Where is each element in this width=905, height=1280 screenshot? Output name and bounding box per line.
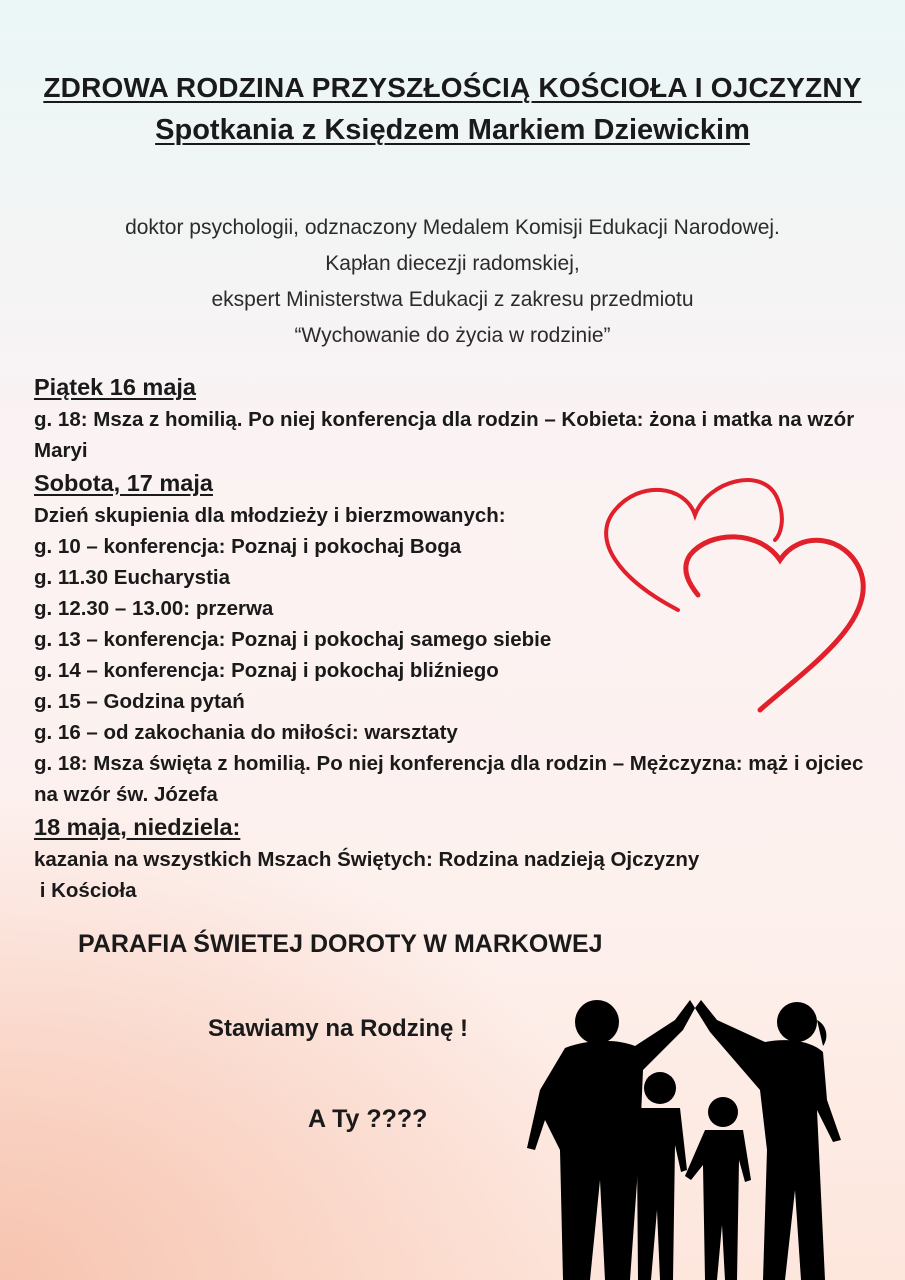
schedule-item: g. 15 – Godzina pytań: [34, 690, 245, 713]
schedule-item: g. 13 – konferencja: Poznaj i pokochaj samego siebie: [34, 628, 552, 651]
subtitle: Spotkania z Księdzem Markiem Dziewickim: [155, 114, 750, 146]
bio-line: doktor psychologii, odznaczony Medalem Komisji Edukacji Narodowej.: [125, 216, 780, 239]
speaker-bio: [0, 210, 905, 354]
schedule-item: g. 16 – od zakochania do miłości: warsztaty: [34, 721, 458, 744]
slogan: Stawiamy na Rodzinę !: [208, 1015, 469, 1042]
bio-line: Kapłan diecezji radomskiej,: [325, 252, 580, 275]
schedule-item: Dzień skupienia dla młodzieży i bierzmowanych:: [34, 504, 506, 527]
friday-heading: Piątek 16 maja: [34, 374, 196, 400]
schedule-item: g. 14 – konferencja: Poznaj i pokochaj bliźniego: [34, 659, 499, 682]
main-title: ZDROWA RODZINA PRZYSZŁOŚCIĄ KOŚCIOŁA I OJCZYZNY: [43, 72, 862, 103]
saturday-heading: Sobota, 17 maja: [34, 470, 213, 496]
heart-outline-front: [686, 537, 864, 710]
schedule-item: i Kościoła: [34, 879, 137, 902]
parish-name: PARAFIA ŚWIETEJ DOROTY W MARKOWEJ: [78, 930, 603, 958]
bio-line: “Wychowanie do życia w rodzinie”: [294, 324, 611, 347]
bio-line: ekspert Ministerstwa Edukacji z zakresu przedmiotu: [211, 288, 694, 311]
schedule-item: g. 18: Msza z homilią. Po niej konferencja dla rodzin – Kobieta: żona i matka na wzór Maryi: [34, 408, 855, 462]
hearts-icon: [590, 470, 880, 720]
schedule-item: g. 10 – konferencja: Poznaj i pokochaj Boga: [34, 535, 462, 558]
schedule-item: g. 12.30 – 13.00: przerwa: [34, 597, 274, 620]
sunday-heading: 18 maja, niedziela:: [34, 814, 241, 840]
schedule-item: g. 11.30 Eucharystia: [34, 566, 231, 589]
schedule-item: kazania na wszystkich Mszach Świętych: Rodzina nadzieją Ojczyzny: [34, 848, 700, 871]
question: A Ty ????: [308, 1105, 428, 1133]
schedule-item: g. 18: Msza święta z homilią. Po niej konferencja dla rodzin – Mężczyzna: mąż i ojciec na wzór św. Józefa: [34, 752, 864, 806]
family-silhouette-icon: [505, 980, 905, 1280]
